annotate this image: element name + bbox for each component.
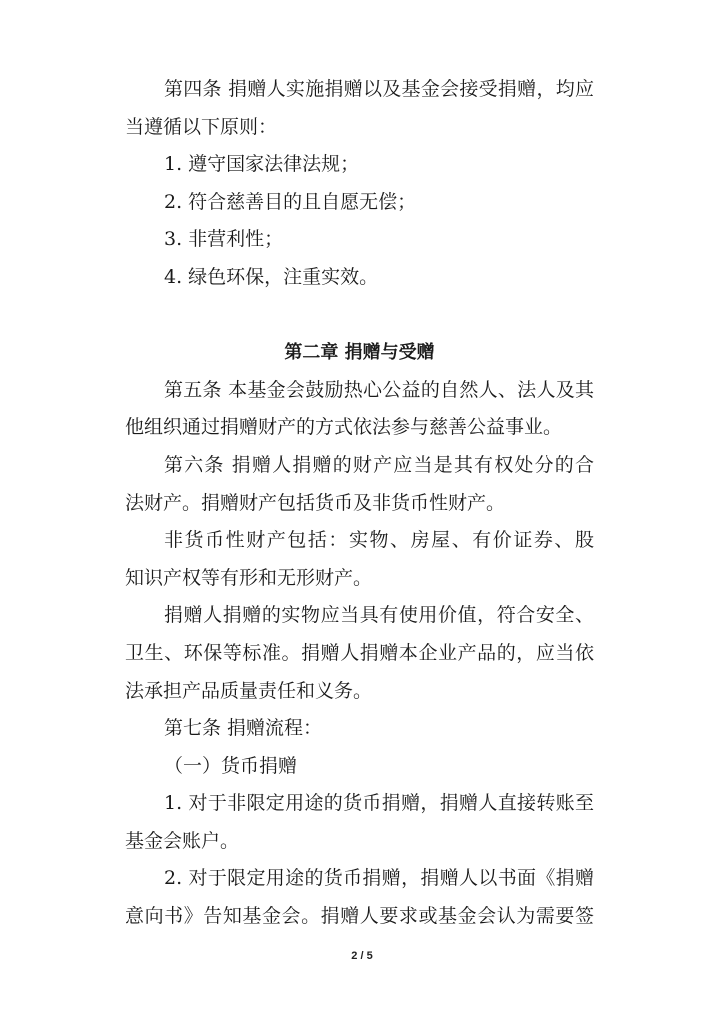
paragraph-line: 知识产权等有形和无形财产。 [125, 566, 373, 589]
page-number: 2 / 5 [351, 950, 373, 962]
article-6-line: 法财产。捐赠财产包括货币及非货币性财产。 [125, 491, 506, 514]
list-item: 2. 符合慈善目的且自愿无偿； [164, 190, 417, 213]
document-page [125, 71, 594, 936]
list-item: 2. 对于限定用途的货币捐赠，捐赠人以书面《捐赠 [164, 867, 594, 890]
paragraph-line: 非货币性财产包括：实物、房屋、有价证券、股 [164, 529, 594, 552]
list-item: 1. 遵守国家法律法规； [164, 153, 360, 176]
article-4-line: 当遵循以下原则： [125, 115, 278, 138]
article-6-line: 第六条 捐赠人捐赠的财产应当是其有权处分的合 [164, 453, 594, 476]
paragraph-line: 法承担产品质量责任和义务。 [125, 679, 373, 702]
spacer [125, 297, 594, 335]
paragraph-line: 捐赠人捐赠的实物应当具有使用价值，符合安全、 [164, 604, 594, 627]
list-item: 基金会账户。 [125, 829, 240, 852]
list-item: 4. 绿色环保，注重实效。 [164, 265, 379, 288]
article-7-line: 第七条 捐赠流程： [164, 717, 323, 740]
paragraph-line: 卫生、环保等标准。捐赠人捐赠本企业产品的，应当依 [125, 641, 594, 664]
chapter-heading: 第二章 捐赠与受赠 [284, 342, 435, 364]
list-item: 1. 对于非限定用途的货币捐赠，捐赠人直接转账至 [164, 792, 594, 815]
subsection-heading: （一）货币捐赠 [164, 754, 298, 777]
article-5-line: 第五条 本基金会鼓励热心公益的自然人、法人及其 [164, 378, 594, 401]
list-item: 3. 非营利性； [164, 228, 284, 251]
list-item: 意向书》告知基金会。捐赠人要求或基金会认为需要签 [125, 905, 594, 928]
article-5-line: 他组织通过捐赠财产的方式依法参与慈善公益事业。 [125, 416, 563, 439]
article-4-line: 第四条 捐赠人实施捐赠以及基金会接受捐赠，均应 [164, 78, 594, 100]
